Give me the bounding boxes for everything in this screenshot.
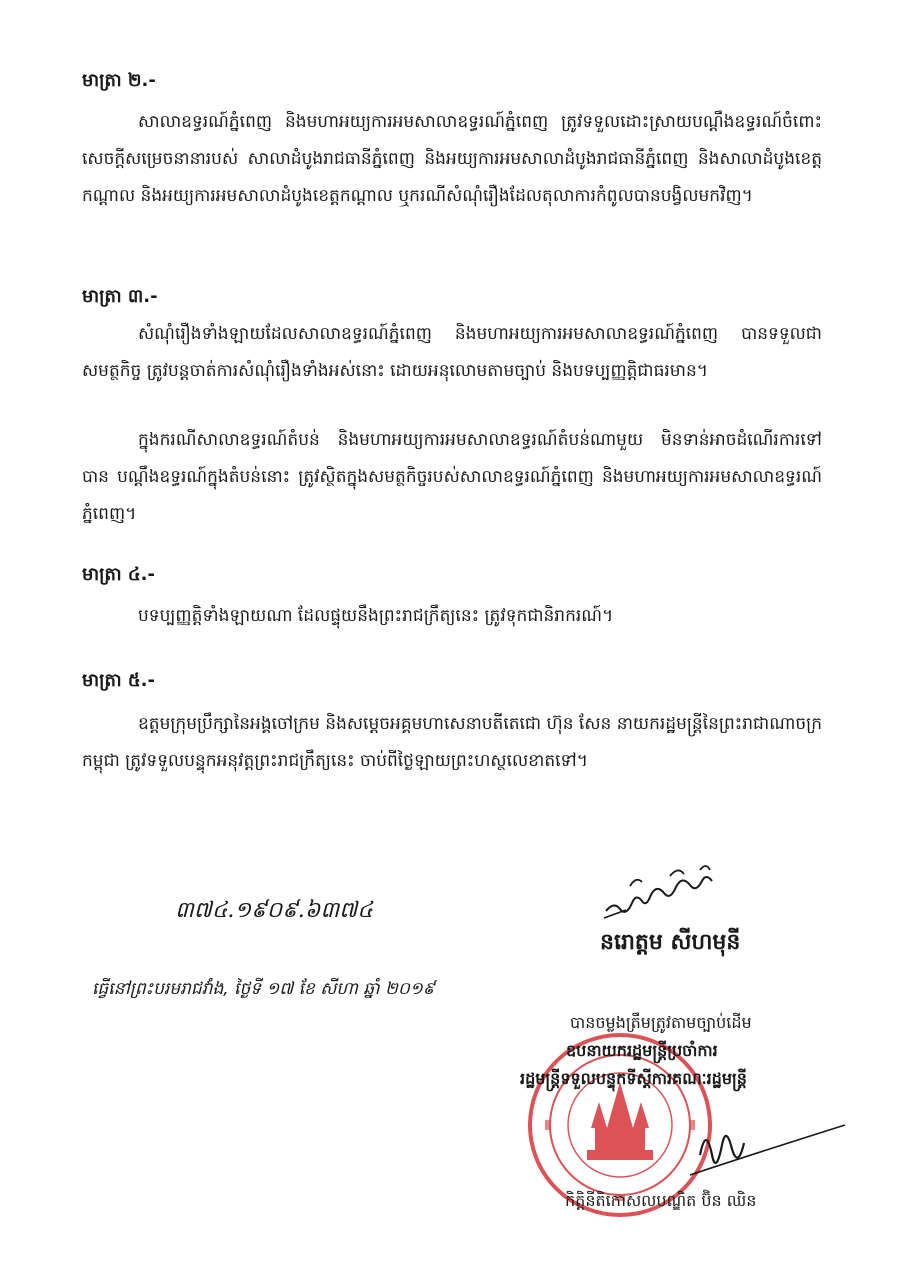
certification-title-line-2: រដ្ឋមន្ត្រីទទួលបន្ទុកទីស្ដីការគណៈរដ្ឋមន្ត្រី [520, 1069, 747, 1088]
certification-statement: បានចម្លងត្រឹមត្រូវតាមច្បាប់ដើម [570, 1013, 752, 1032]
article-3-heading: មាត្រា ៣.- [82, 286, 158, 307]
article-3-paragraph-1: សំណុំរឿងទាំងឡាយដែលសាលាឧទ្ធរណ៍ភ្នំពេញ និងមហាអយ្យការអមសាលាឧទ្ធរណ៍ភ្នំពេញ បានទទួលជាសមត្ថកិច្ច ត្រូវបន្តចាត់ការសំណុំរឿងទាំងអស់នោះ ដោយអនុលោមតាមច្បាប់ និងបទប្បញ្ញត្តិជាធរមាន។ [82, 324, 822, 381]
article-5-paragraph: ឧត្តមក្រុមប្រឹក្សានៃអង្គចៅក្រម និងសម្ដេចអគ្គមហាសេនាបតីតេជោ ហ៊ុន សែន នាយករដ្ឋមន្ត្រីនៃព្រះរាជាណាចក្រកម្ពុជា ត្រូវទទួលបន្ទុកអនុវត្តព្រះរាជក្រឹត្យនេះ ចាប់ពីថ្ងៃឡាយព្រះហស្ថលេខាតទៅ។ [82, 714, 822, 771]
dateline: ធ្វើនៅព្រះបរមរាជវាំង, ថ្ងៃទី ១៧ ខែ សីហា ឆ្នាំ ២០១៩ [92, 979, 435, 999]
article-4-paragraph: បទប្បញ្ញត្តិទាំងឡាយណា ដែលផ្ទុយនឹងព្រះរាជក្រឹត្យនេះ ត្រូវទុកជានិរាករណ៍។ [138, 606, 614, 626]
article-4-heading: មាត្រា ៤.- [82, 564, 155, 585]
certification-official-name: កិត្តិនីតិកោសលបណ្ឌិត ប៊ិន ឈិន [565, 1191, 757, 1210]
official-handwritten-signature [690, 1115, 850, 1185]
signatory-name: នរោត្តម សីហមុនី [600, 930, 741, 955]
article-2-heading: មាត្រា ២.- [82, 70, 156, 91]
article-3-paragraph-2: ក្នុងករណីសាលាឧទ្ធរណ៍តំបន់ និងមហាអយ្យការអមសាលាឧទ្ធរណ៍តំបន់ណាមួយ មិនទាន់អាចដំណើរការទៅបាន បណ្ដឹងឧទ្ធរណ៍ក្នុងតំបន់នោះ ត្រូវស្ថិតក្នុងសមត្ថកិច្ចរបស់សាលាឧទ្ធរណ៍ភ្នំពេញ និងមហាអយ្យការអមសាលាឧទ្ធរណ៍ភ្នំពេញ។ [82, 430, 822, 524]
article-5-heading: មាត្រា ៥.- [82, 670, 155, 691]
article-2-paragraph: សាលាឧទ្ធរណ៍ភ្នំពេញ និងមហាអយ្យការអមសាលាឧទ្ធរណ៍ភ្នំពេញ ត្រូវទទួលដោះស្រាយបណ្ដឹងឧទ្ធរណ៍ចំពោះសេចក្ដីសម្រេចនានារបស់ សាលាដំបូងរាជធានីភ្នំពេញ និងអយ្យការអមសាលាដំបូងរាជធានីភ្នំពេញ និងសាលាដំបូងខេត្តកណ្ដាល និងអយ្យការអមសាលាដំបូងខេត្តកណ្ដាល ឬករណីសំណុំរឿងដែលតុលាការកំពូលបានបង្វិលមកវិញ។ [82, 112, 822, 206]
king-handwritten-signature [600, 856, 740, 926]
certification-title-line-1: ឧបនាយករដ្ឋមន្ត្រីប្រចាំការ [566, 1041, 718, 1060]
reference-number: ៣៧៤.១៩០៩.៦៣៧៤ [175, 898, 373, 923]
